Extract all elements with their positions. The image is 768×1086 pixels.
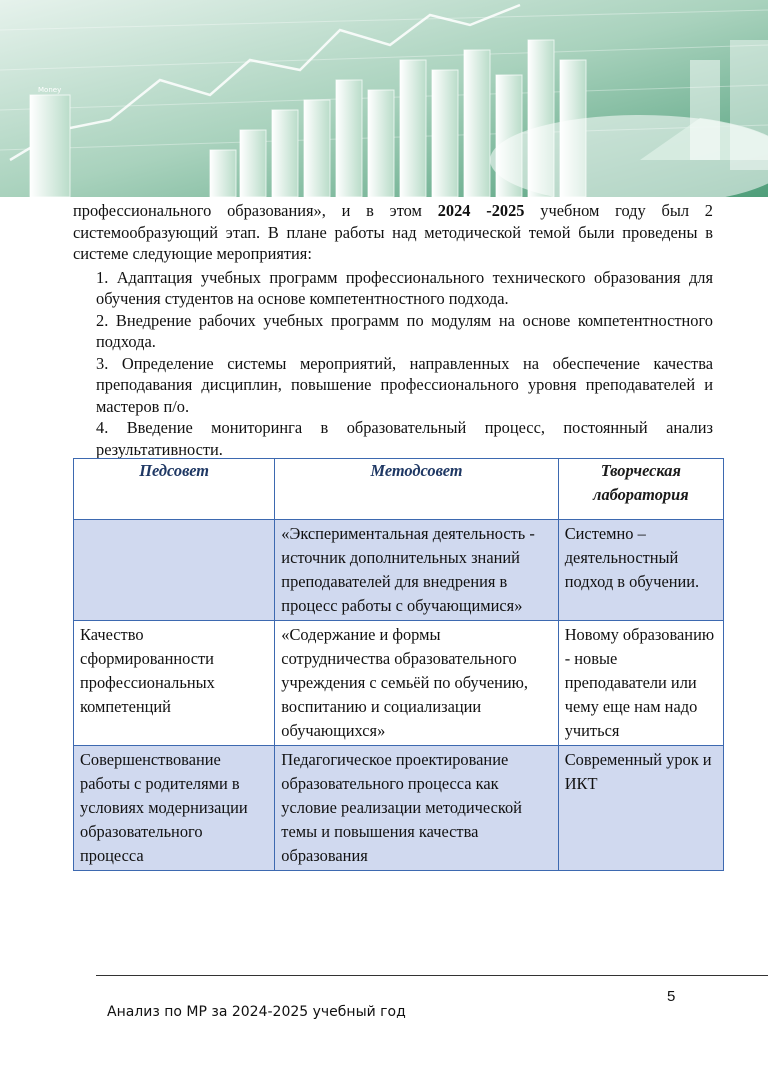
table-cell: «Содержание и формы сотрудничества образовательного учреждения с семьёй по обучению, воспитанию и социализации обучающихся»	[275, 621, 558, 746]
tasks-list	[73, 267, 713, 461]
events-table	[73, 458, 724, 871]
table-cell	[74, 520, 275, 621]
finance-chart-illustration	[0, 0, 768, 197]
table-row	[74, 621, 724, 746]
intro-text-part1: профессионального образования», и в этом	[73, 201, 438, 220]
table-header-row	[74, 459, 724, 520]
footer-divider	[96, 975, 768, 976]
table-cell: Качество сформированности профессиональных компетенций	[74, 621, 275, 746]
table-cell: Современный урок и ИКТ	[558, 746, 723, 871]
header-banner-image	[0, 0, 768, 197]
footer-title: Анализ по МР за 2024-2025 учебный год	[107, 1004, 406, 1020]
header-pedsovet: Педсовет	[74, 459, 275, 520]
header-creative-lab: Творческая лаборатория	[558, 459, 723, 520]
document-body	[73, 200, 713, 460]
academic-year-bold: 2024 -2025	[437, 201, 525, 220]
table-row	[74, 520, 724, 621]
table-cell: Системно – деятельностный подход в обучении.	[558, 520, 723, 621]
list-item: 2. Внедрение рабочих учебных программ по модулям на основе компетентностного подхода.	[96, 310, 713, 351]
table-cell: Совершенствование работы с родителями в условиях модернизации образовательного процесса	[74, 746, 275, 871]
table-cell: «Экспериментальная деятельность - источник дополнительных знаний преподавателей для внедрения в процесс работы с обучающимися»	[275, 520, 558, 621]
intro-text-part2: учебном году был 2 системообразующий этап. В плане работы над методической темой были проведены в системе следующие мероприятия:	[73, 201, 714, 263]
list-item: 1. Адаптация учебных программ профессионального технического образования для обучения студентов на основе компетентностного подхода.	[96, 267, 713, 308]
list-item: 3. Определение системы мероприятий, направленных на обеспечение качества преподавания дисциплин, повышение профессионального уровня преподавателей и мастеров п/о.	[96, 353, 713, 416]
list-item: 4. Введение мониторинга в образовательный процесс, постоянный анализ результативности.	[96, 418, 713, 459]
intro-paragraph	[73, 200, 713, 265]
page-number: 5	[667, 988, 676, 1005]
chart-word-label: Money	[38, 86, 62, 94]
header-metodsovet: Методсовет	[275, 459, 558, 520]
table-cell: Новому образованию - новые преподаватели или чему еще нам надо учиться	[558, 621, 723, 746]
table-cell: Педагогическое проектирование образовательного процесса как условие реализации методической темы и повышения качества образования	[275, 746, 558, 871]
table-row	[74, 746, 724, 871]
